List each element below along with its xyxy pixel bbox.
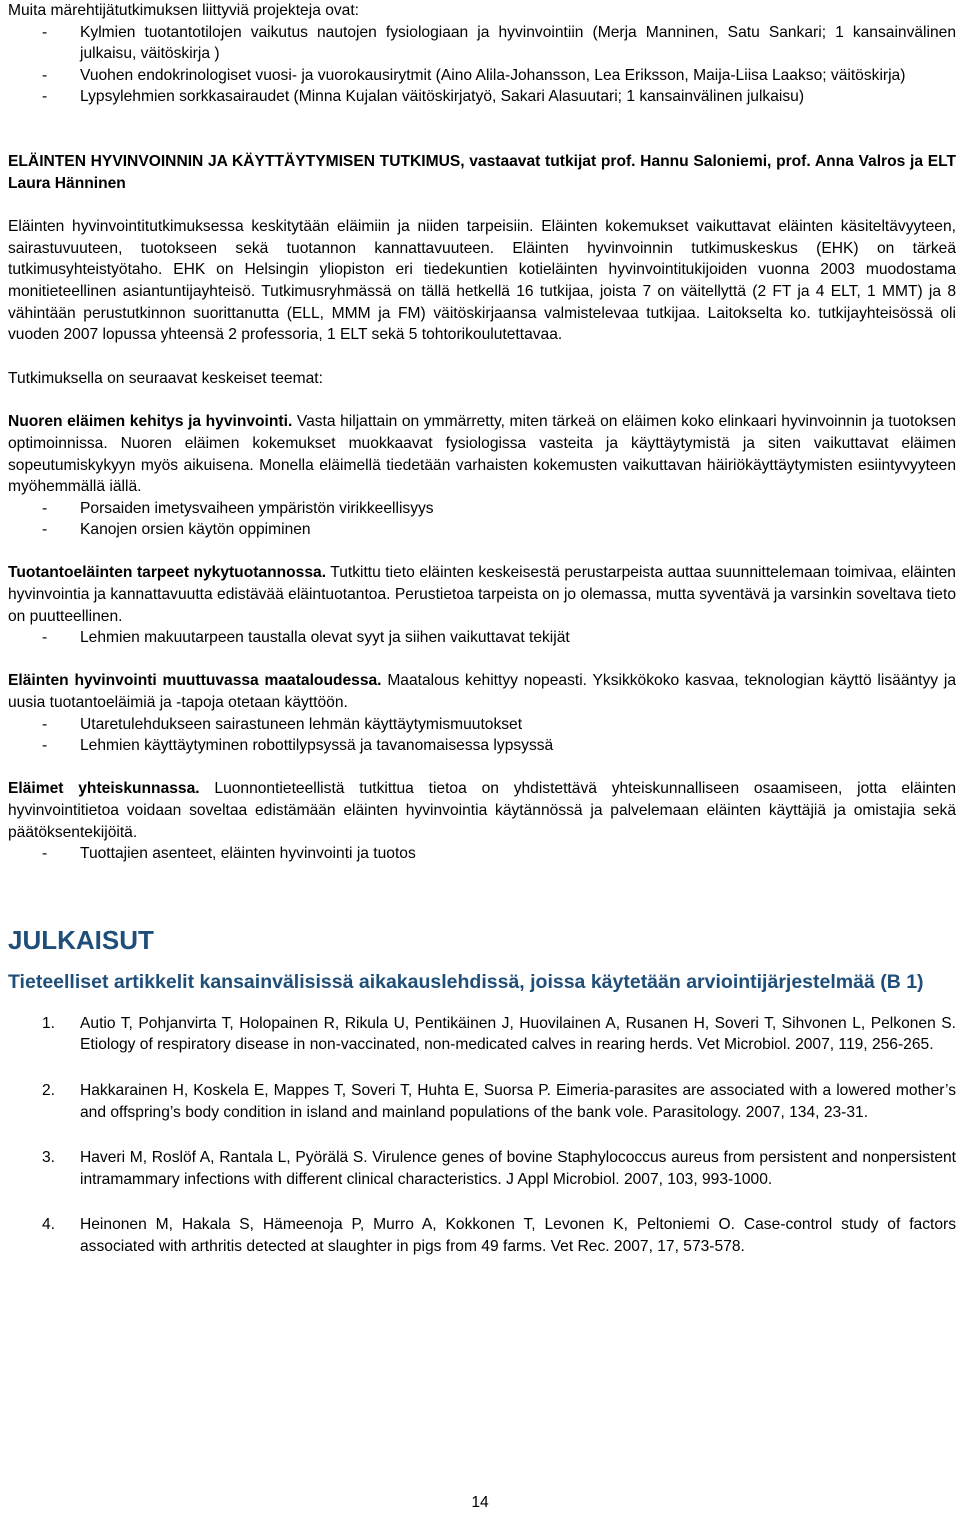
theme-2-paragraph (8, 562, 956, 627)
theme-2-text: Tutkittu tieto eläinten keskeisestä perustarpeista auttaa suunnittelemaan toimivaa, eläinten hyvinvointia ja kannattavuutta edistävää eläintuotantoa. Perustietoa tarpeista on jo olemassa, mutta syventävä ja varsinkin soveltava tieto on puutteellinen. (8, 564, 956, 625)
intro-item-1: - Kylmien tuotantotilojen vaikutus nautojen fysiologiaan ja hyvinvointiin (Merja Manninen, Satu Sankari; 1 kansainvälinen julkaisu, väitöskirja ) (42, 23, 956, 63)
theme-1-item-2: - Kanojen orsien käytön oppiminen (42, 521, 311, 539)
theme-4-item-1: - Tuottajien asenteet, eläinten hyvinvointi ja tuotos (42, 845, 416, 863)
intro-item-2: - Vuohen endokrinologiset vuosi- ja vuorokausirytmit (Aino Alila-Johansson, Lea Eriksson, Maija-Liisa Laakso; väitöskirja) (42, 66, 906, 84)
spacer (8, 1056, 956, 1080)
theme-2-title: Tuotantoeläinten tarpeet nykytuotannossa. (8, 564, 327, 582)
spacer (8, 1123, 956, 1147)
document-page (8, 0, 956, 1258)
page-number: 14 (471, 1494, 489, 1511)
theme-1-text: Vasta hiljattain on ymmärretty, miten tärkeä on eläimen koko elinkaari hyvinvoinnin ja tuotoksen optimoinnissa. Nuoren eläimen kokemukset muokkaavat fysiologissa vasteita ja käyttäytymistä ja siten vaikuttavat eläimen sopeutumiskykyyn myös aikuisena. Monella eläimellä tiedetään varhaisten kokemusten vaikuttavan häiriökäyttäytymisten esiintyvyyteen myöhemmällä iällä. (8, 413, 956, 496)
spacer (8, 955, 956, 969)
theme-3-title: Eläinten hyvinvointi muuttuvassa maataloudessa. (8, 672, 382, 690)
reference-3 (8, 1147, 956, 1190)
spacer (8, 389, 956, 411)
publications-heading: JULKAISUT (8, 924, 154, 955)
theme-4-title: Eläimet yhteiskunnassa. (8, 780, 200, 798)
reference-text: Autio T, Pohjanvirta T, Holopainen R, Rikula U, Pentikäinen J, Huovilainen A, Rusanen H, Soveri T, Sihvonen L, Pelkonen S. Etiology of respiratory disease in non-vaccinated, non-medicated calves in rearing herds. Vet Microbiol. 2007, 119, 256-265. (80, 1014, 956, 1054)
reference-number: 3. (42, 1149, 56, 1167)
reference-text: Haveri M, Roslöf A, Rantala L, Pyörälä S. Virulence genes of bovine Staphylococcus aureus from persistent and nonpersistent intramammary infections with different clinical characteristics. J Appl Microbiol. 2007, 103, 993-1000. (80, 1149, 956, 1188)
group-title: ELÄINTEN HYVINVOINNIN JA KÄYTTÄYTYMISEN TUTKIMUS, vastaavat tutkijat prof. Hannu Saloniemi, prof. Anna Valros ja ELT Laura Hänninen (8, 152, 956, 192)
theme-1-item-1: - Porsaiden imetysvaiheen ympäristön virikkeellisyys (42, 499, 434, 517)
intro-item-3: - Lypsylehmien sorkkasairaudet (Minna Kujalan väitöskirjatyö, Sakari Alasuutari; 1 kansainvälinen julkaisu) (42, 88, 805, 106)
spacer (8, 865, 956, 925)
reference-4 (8, 1214, 956, 1257)
reference-2 (8, 1080, 956, 1123)
theme-1-title: Nuoren eläimen kehitys ja hyvinvointi. (8, 413, 293, 431)
theme-3-paragraph (8, 670, 956, 713)
spacer (8, 995, 956, 1013)
spacer (8, 346, 956, 368)
theme-3-text: Maatalous kehittyy nopeasti. Yksikkökoko kasvaa, teknologian käyttö lisääntyy ja uusia tuotantoeläimiä ja -tapoja otetaan käyttöön. (8, 672, 957, 712)
reference-number: 4. (42, 1216, 56, 1234)
reference-1 (8, 1013, 956, 1056)
reference-text: Heinonen M, Hakala S, Hämeenoja P, Murro A, Kokkonen T, Levonen K, Peltoniemi O. Case-control study of factors associated with arthritis detected at slaughter in pigs from 49 farms. Vet Rec. 2007, 17, 573-578. (80, 1216, 956, 1255)
spacer (8, 757, 956, 779)
spacer (8, 541, 956, 563)
theme-4-text: Luonnontieteellistä tutkittua tietoa on yhdistettävä yhteiskunnalliseen osaamiseen, jotta eläinten hyvinvointitietoa voidaan soveltaa edistämään eläinten hyvinvointia käytännössä ja palvelemaan eläinten käyttäjiä ja omistajia sekä päätöksentekijöitä. (8, 780, 957, 841)
group-description: Eläinten hyvinvointitutkimuksessa keskitytään eläimiin ja niiden tarpeisiin. Eläinten kokemukset vaikuttavat eläinten käsiteltävyyteen, sairastuvuuteen, tuotokseen sekä tuotannon kannattavuuteen. Eläinten hyvinvoinnin tutkimuskeskus (EHK) on tärkeä tutkimusyhteistyötaho. EHK on Helsingin yliopiston eri tiedekuntien kotieläinten hyvinvointitukijoiden vuonna 2003 muodostama monitieteellinen asiantuntijayhteisö. Tutkimusryhmässä on tällä hetkellä 16 tutkijaa, joista 7 on väitellyttä (2 FT ja 4 ELT, 1 MMT) ja 8 vähintään perustutkinnon suorittanutta (ELL, MMM ja FM) väitöskirjaansa valmistelevaa tutkijaa. Laitokselta ko. tutkijayhteisössä oli vuoden 2007 lopussa yhteensä 2 professoria, 1 ELT sekä 5 tohtorikoulutettavaa. (8, 218, 956, 344)
spacer (8, 108, 956, 151)
theme-2-item-1: - Lehmien makuutarpeen taustalla olevat syyt ja siihen vaikuttavat tekijät (42, 629, 570, 647)
theme-3-item-2: - Lehmien käyttäytyminen robottilypsyssä ja tavanomaisessa lypsyssä (42, 737, 554, 755)
theme-1-paragraph (8, 411, 956, 497)
theme-4-paragraph (8, 778, 956, 843)
intro-heading: Muita märehtijätutkimuksen liittyviä projekteja ovat: (8, 2, 360, 19)
spacer (8, 649, 956, 671)
theme-3-item-1: - Utaretulehdukseen sairastuneen lehmän käyttäytymismuutokset (42, 715, 523, 733)
publications-subheading: Tieteelliset artikkelit kansainvälisissä aikakauslehdissä, joissa käytetään arviointijärjestelmää (B 1) (8, 970, 924, 993)
spacer (8, 1190, 956, 1214)
reference-number: 2. (42, 1081, 56, 1099)
reference-number: 1. (42, 1014, 56, 1032)
reference-text: Hakkarainen H, Koskela E, Mappes T, Soveri T, Huhta E, Suorsa P. Eimeria-parasites are associated with a lowered mother’s and offspring’s body condition in island and mainland populations of the bank vole. Parasitology. 2007, 134, 23-31. (80, 1081, 956, 1121)
spacer (8, 194, 956, 216)
themes-intro: Tutkimuksella on seuraavat keskeiset teemat: (8, 369, 323, 387)
